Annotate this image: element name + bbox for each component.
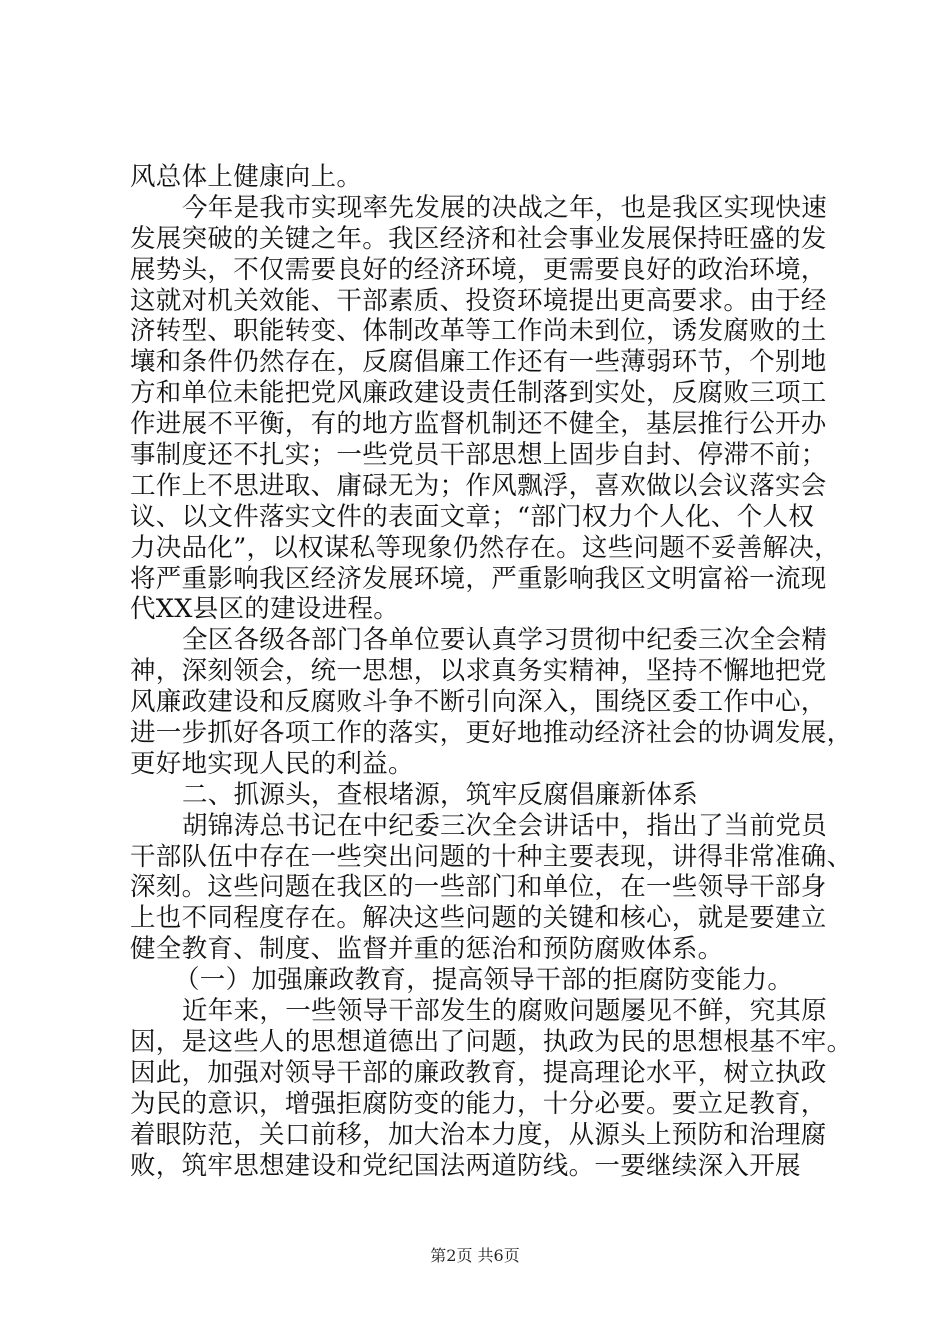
text-line: 神，深刻领会，统一思想，以求真务实精神，坚持不懈地把党 (130, 656, 827, 687)
paragraph-start-line: 胡锦涛总书记在中纪委三次全会讲话中，指出了当前党员 (182, 810, 828, 841)
text-line: 展势头，不仅需要良好的经济环境，更需要良好的政治环境， (130, 254, 827, 285)
text-line: 作进展不平衡，有的地方监督机制还不健全，基层推行公开办 (130, 409, 827, 440)
text-line: 健全教育、制度、监督并重的惩治和预防腐败体系。 (130, 934, 724, 965)
text-line: 深刻。这些问题在我区的一些部门和单位，在一些领导干部身 (130, 872, 827, 903)
text-line: 败，筑牢思想建设和党纪国法两道防线。一要继续深入开展 (130, 1150, 801, 1181)
text-line: 干部队伍中存在一些突出问题的十种主要表现，讲得非常准确、 (130, 841, 853, 872)
text-line: 更好地实现人民的利益。 (130, 748, 414, 779)
text-line: 工作上不思进取、庸碌无为；作风飘浮，喜欢做以会议落实会 (130, 470, 827, 501)
text-line: 风廉政建设和反腐败斗争不断引向深入，围绕区委工作中心， (130, 687, 827, 718)
paragraph-start-line: 今年是我市实现率先发展的决战之年，也是我区实现快速 (182, 192, 828, 223)
text-line: 事制度还不扎实；一些党员干部思想上固步自封、停滞不前； (130, 440, 827, 471)
text-line: 因此，加强对领导干部的廉政教育，提高理论水平，树立执政 (130, 1057, 827, 1088)
text-line: 方和单位未能把党风廉政建设责任制落到实处，反腐败三项工 (130, 378, 827, 409)
text-line: 发展突破的关键之年。我区经济和社会事业发展保持旺盛的发 (130, 223, 827, 254)
text-line: 力决品化”，以权谋私等现象仍然存在。这些问题不妥善解决， (130, 532, 840, 563)
text-line: 着眼防范，关口前移，加大治本力度，从源头上预防和治理腐 (130, 1119, 827, 1150)
text-line: 议、以文件落实文件的表面文章；“部门权力个人化、个人权 (130, 501, 815, 532)
text-line: 代XX县区的建设进程。 (130, 594, 400, 625)
text-line: 将严重影响我区经济发展环境，严重影响我区文明富裕一流现 (130, 563, 827, 594)
text-line: 上也不同程度存在。解决这些问题的关键和核心，就是要建立 (130, 903, 827, 934)
paragraph-start-line: 全区各级各部门各单位要认真学习贯彻中纪委三次全会精 (182, 625, 828, 656)
text-line: 进一步抓好各项工作的落实，更好地推动经济社会的协调发展， (130, 718, 853, 749)
text-line: 风总体上健康向上。 (130, 162, 363, 192)
text-line: 这就对机关效能、干部素质、投资环境提出更高要求。由于经 (130, 285, 827, 316)
text-line: 为民的意识，增强拒腐防变的能力，十分必要。要立足教育， (130, 1088, 827, 1119)
text-line: 壤和条件仍然存在，反腐倡廉工作还有一些薄弱环节，个别地 (130, 347, 827, 378)
subsection-heading: （一）加强廉政教育，提高领导干部的拒腐防变能力。 (174, 965, 794, 996)
section-heading: 二、抓源头，查根堵源，筑牢反腐倡廉新体系 (182, 779, 699, 810)
paragraph-start-line: 近年来，一些领导干部发生的腐败问题屡见不鲜，究其原 (182, 996, 828, 1027)
document-body (130, 162, 853, 1181)
page-number-footer: 第2页 共6页 (430, 1246, 520, 1265)
text-line: 因，是这些人的思想道德出了问题，执政为民的思想根基不牢。 (130, 1026, 853, 1057)
text-line: 济转型、职能转变、体制改革等工作尚未到位，诱发腐败的土 (130, 316, 827, 347)
